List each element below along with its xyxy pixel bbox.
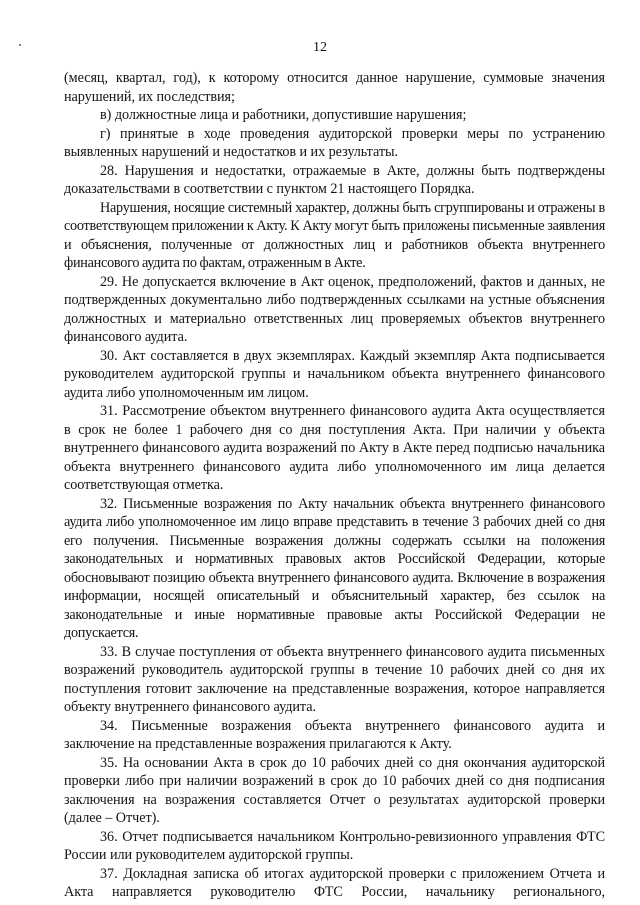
paragraph-29: 29. Не допускается включение в Акт оценок, предположений, фактов и данных, не подтвержденных документально либо подтвержденных ссылками на устные объяснения должностных и материально ответственных лиц проверяемых объектов внутреннего финансового аудита. — [64, 273, 605, 345]
paragraph-item-g: г) принятые в ходе проведения аудиторской проверки меры по устранению выявленных нарушений и недостатков и их результаты. — [64, 125, 605, 160]
document-body — [64, 69, 605, 902]
paragraph-35: 35. На основании Акта в срок до 10 рабочих дней со дня окончания аудиторской проверки либо при наличии возражений в срок до 10 рабочих дней со дня подписания заключения на возражения составляется Отчет о результатах аудиторской проверки (далее – Отчет). — [64, 754, 605, 826]
paragraph-31: 31. Рассмотрение объектом внутреннего финансового аудита Акта осуществляется в срок не более 1 рабочего дня со дня поступления Акта. При наличии у объекта внутреннего финансового аудита возражений по Акту в Акте перед подписью начальника объекта внутреннего финансового аудита либо уполномоченного им лица делается соответствующая отметка. — [64, 403, 605, 493]
page-number: 12 — [313, 40, 327, 55]
paragraph-continuation: (месяц, квартал, год), к которому относится данное нарушение, суммовые значения нарушений, их последствия; — [64, 70, 605, 105]
paragraph-37: 37. Докладная записка об итогах аудиторской проверки с приложением Отчета и Акта направляется руководителю ФТС России, начальнику регионального, — [64, 865, 605, 900]
paragraph-28: 28. Нарушения и недостатки, отражаемые в Акте, должны быть подтверждены доказательствами в соответствии с пунктом 21 настоящего Порядка. — [64, 162, 605, 197]
paragraph-36: 36. Отчет подписывается начальником Контрольно-ревизионного управления ФТС России или руководителем аудиторской группы. — [64, 828, 605, 863]
paragraph-30: 30. Акт составляется в двух экземплярах. Каждый экземпляр Акта подписывается руководителем аудиторской группы и начальником объекта внутреннего финансового аудита либо уполномоченным им лицом. — [64, 347, 605, 401]
paragraph-item-v: в) должностные лица и работники, допустившие нарушения; — [100, 107, 467, 123]
paragraph-33: 33. В случае поступления от объекта внутреннего финансового аудита письменных возражений руководитель аудиторской группы в течение 10 рабочих дней со дня их поступления готовит заключение на представленные возражения, которое направляется объекту внутреннего финансового аудита. — [64, 643, 605, 715]
paragraph-32: 32. Письменные возражения по Акту начальник объекта внутреннего финансового аудита либо уполномоченное им лицо вправе представить в течение 3 рабочих дней со дня его получения. Письменные возражения должны содержать ссылки на положения законодательных и нормативных правовых актов Российской Федерации, которые обосновывают позицию объекта внутреннего финансового аудита. Включение в возражения информации, носящей описательный и объяснительный характер, без ссылок на законодательные и иные нормативные правовые акты Российской Федерации не допускается. — [64, 495, 605, 641]
paragraph-28-violations: Нарушения, носящие системный характер, должны быть сгруппированы и отражены в соответствующем приложении к Акту. К Акту могут быть приложены письменные заявления и объяснения, полученные от должностных лиц и работников объекта внутреннего финансового аудита по фактам, отраженным в Акте. — [64, 199, 605, 271]
paragraph-34: 34. Письменные возражения объекта внутреннего финансового аудита и заключение на представленные возражения прилагаются к Акту. — [64, 717, 605, 752]
